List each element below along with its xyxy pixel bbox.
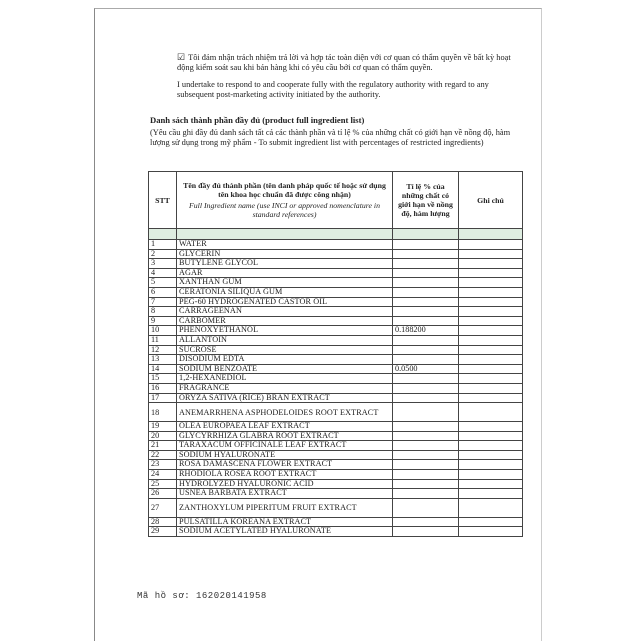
row-number: 23: [149, 460, 177, 470]
ingredient-name: PEG-60 HYDROGENATED CASTOR OIL: [177, 297, 393, 307]
file-code: Mã hồ sơ: 162020141958: [137, 591, 267, 601]
ingredient-percent: 0.188200: [393, 326, 459, 336]
table-row: [149, 307, 523, 317]
ingredient-percent: [393, 450, 459, 460]
row-number: 9: [149, 316, 177, 326]
ingredient-note: [459, 268, 523, 278]
table-row: [149, 240, 523, 250]
table-row: [149, 268, 523, 278]
ingredient-note: [459, 374, 523, 384]
checkbox-checked-icon: ☑: [177, 52, 186, 62]
header-ingredient-name: [177, 172, 393, 229]
ingredient-name: CARBOMER: [177, 316, 393, 326]
row-number: 8: [149, 307, 177, 317]
table-row: [149, 479, 523, 489]
table-row: [149, 527, 523, 537]
table-row: [149, 355, 523, 365]
ingredient-name: BUTYLENE GLYCOL: [177, 259, 393, 269]
ingredient-percent: 0.0500: [393, 364, 459, 374]
table-row: [149, 335, 523, 345]
ingredient-percent: [393, 249, 459, 259]
ingredient-note: [459, 431, 523, 441]
ingredient-note: [459, 441, 523, 451]
ingredient-percent: [393, 355, 459, 365]
row-number: 29: [149, 527, 177, 537]
row-number: 15: [149, 374, 177, 384]
ingredient-name: RHODIOLA ROSEA ROOT EXTRACT: [177, 470, 393, 480]
ingredient-percent: [393, 517, 459, 527]
ingredient-note: [459, 259, 523, 269]
row-number: 10: [149, 326, 177, 336]
table-row: [149, 470, 523, 480]
row-number: 20: [149, 431, 177, 441]
table-row: [149, 517, 523, 527]
ingredient-name: HYDROLYZED HYALURONIC ACID: [177, 479, 393, 489]
section-heading: Danh sách thành phần đầy đủ (product full ingredient list): [150, 115, 365, 125]
header-percent: Tỉ lệ % của những chất có giới hạn về nồng độ, hàm lượng: [393, 172, 459, 229]
ingredient-percent: [393, 297, 459, 307]
ingredient-name: GLYCYRRHIZA GLABRA ROOT EXTRACT: [177, 431, 393, 441]
ingredient-name: AGAR: [177, 268, 393, 278]
ingredient-note: [459, 297, 523, 307]
row-number: 1: [149, 240, 177, 250]
ingredient-name: DISODIUM EDTA: [177, 355, 393, 365]
table-row: [149, 297, 523, 307]
ingredient-note: [459, 527, 523, 537]
ingredient-note: [459, 307, 523, 317]
declaration-vi-text: Tôi đảm nhận trách nhiệm trả lời và hợp tác toàn diện với cơ quan có thẩm quyền về bất kỳ hoạt động kiểm soát sau khi bán hàng khi có yêu cầu bởi cơ quan có thẩm quyền.: [177, 53, 511, 72]
table-row: [149, 278, 523, 288]
ingredient-percent: [393, 307, 459, 317]
table-row: [149, 393, 523, 403]
ingredient-note: [459, 460, 523, 470]
ingredient-name: GLYCERIN: [177, 249, 393, 259]
table-row: [149, 345, 523, 355]
row-number: 4: [149, 268, 177, 278]
ingredient-note: [459, 316, 523, 326]
ingredient-percent: [393, 345, 459, 355]
table-row: [149, 249, 523, 259]
ingredient-name: SUCROSE: [177, 345, 393, 355]
ingredient-name: USNEA BARBATA EXTRACT: [177, 489, 393, 499]
table-row: [149, 403, 523, 422]
ingredient-percent: [393, 287, 459, 297]
row-number: 22: [149, 450, 177, 460]
table-header-row: [149, 172, 523, 229]
table-row: [149, 259, 523, 269]
ingredient-name: OLEA EUROPAEA LEAF EXTRACT: [177, 422, 393, 432]
ingredient-percent: [393, 498, 459, 517]
ingredient-name: ANEMARRHENA ASPHODELOIDES ROOT EXTRACT: [177, 403, 393, 422]
ingredient-name: SODIUM HYALURONATE: [177, 450, 393, 460]
ingredient-percent: [393, 422, 459, 432]
ingredient-percent: [393, 383, 459, 393]
ingredient-percent: [393, 489, 459, 499]
ingredient-percent: [393, 374, 459, 384]
declaration-english: I undertake to respond to and cooperate fully with the regulatory authority with regard to any subsequent post-marketing activity initiated by the authority.: [177, 80, 489, 99]
ingredient-name: TARAXACUM OFFICINALE LEAF EXTRACT: [177, 441, 393, 451]
ingredient-note: [459, 355, 523, 365]
ingredient-name: PHENOXYETHANOL: [177, 326, 393, 336]
row-number: 13: [149, 355, 177, 365]
ingredient-percent: [393, 278, 459, 288]
ingredient-note: [459, 287, 523, 297]
ingredient-percent: [393, 460, 459, 470]
row-number: 28: [149, 517, 177, 527]
ingredient-note: [459, 335, 523, 345]
ingredient-note: [459, 422, 523, 432]
ingredient-name: PULSATILLA KOREANA EXTRACT: [177, 517, 393, 527]
ingredient-name: SODIUM ACETYLATED HYALURONATE: [177, 527, 393, 537]
ingredient-name: CERATONIA SILIQUA GUM: [177, 287, 393, 297]
ingredient-note: [459, 498, 523, 517]
ingredient-percent: [393, 403, 459, 422]
ingredient-name: FRAGRANCE: [177, 383, 393, 393]
table-row: [149, 316, 523, 326]
ingredient-percent: [393, 527, 459, 537]
row-number: 16: [149, 383, 177, 393]
ingredient-note: [459, 470, 523, 480]
ingredient-percent: [393, 259, 459, 269]
ingredient-name: ALLANTOIN: [177, 335, 393, 345]
ingredient-percent: [393, 393, 459, 403]
row-number: 12: [149, 345, 177, 355]
header-stt: STT: [149, 172, 177, 229]
ingredient-percent: [393, 441, 459, 451]
table-row: [149, 498, 523, 517]
table-row: [149, 489, 523, 499]
ingredient-table: [148, 171, 523, 537]
ingredient-note: [459, 383, 523, 393]
ingredient-note: [459, 249, 523, 259]
table-spacer-row: [149, 229, 523, 240]
table-row: [149, 460, 523, 470]
ingredient-percent: [393, 431, 459, 441]
ingredient-note: [459, 393, 523, 403]
row-number: 27: [149, 498, 177, 517]
ingredient-note: [459, 364, 523, 374]
table-row: [149, 450, 523, 460]
row-number: 6: [149, 287, 177, 297]
row-number: 7: [149, 297, 177, 307]
table-row: [149, 422, 523, 432]
section-note: (Yêu cầu ghi đầy đủ danh sách tất cả các thành phần và tỉ lệ % của những chất có giới hạn về nồng độ, hàm lượng sử dụng trong mỹ phẩm - To submit ingredient list with percentages of restricted ingredients): [150, 128, 511, 147]
row-number: 21: [149, 441, 177, 451]
table-row: [149, 383, 523, 393]
ingredient-note: [459, 278, 523, 288]
ingredient-note: [459, 403, 523, 422]
ingredient-name: 1,2-HEXANEDIOL: [177, 374, 393, 384]
ingredient-name: WATER: [177, 240, 393, 250]
row-number: 17: [149, 393, 177, 403]
row-number: 2: [149, 249, 177, 259]
ingredient-percent: [393, 268, 459, 278]
row-number: 14: [149, 364, 177, 374]
table-row: [149, 364, 523, 374]
ingredient-name: CARRAGEENAN: [177, 307, 393, 317]
ingredient-name: XANTHAN GUM: [177, 278, 393, 288]
table-row: [149, 287, 523, 297]
row-number: 19: [149, 422, 177, 432]
ingredient-note: [459, 326, 523, 336]
table-row: [149, 441, 523, 451]
header-name-vi: Tên đầy đủ thành phần (tên danh pháp quốc tế hoặc sử dụng tên khoa học chuẩn đã được công nhận): [183, 181, 386, 199]
header-name-en: Full Ingredient name (use INCI or approved nomenclature in standard references): [189, 201, 380, 219]
row-number: 25: [149, 479, 177, 489]
ingredient-note: [459, 479, 523, 489]
row-number: 3: [149, 259, 177, 269]
ingredient-name: ROSA DAMASCENA FLOWER EXTRACT: [177, 460, 393, 470]
ingredient-note: [459, 489, 523, 499]
ingredient-percent: [393, 316, 459, 326]
header-note: Ghi chú: [459, 172, 523, 229]
row-number: 24: [149, 470, 177, 480]
ingredient-percent: [393, 470, 459, 480]
row-number: 11: [149, 335, 177, 345]
row-number: 5: [149, 278, 177, 288]
ingredient-name: SODIUM BENZOATE: [177, 364, 393, 374]
table-row: [149, 326, 523, 336]
ingredient-name: ZANTHOXYLUM PIPERITUM FRUIT EXTRACT: [177, 498, 393, 517]
ingredient-name: ORYZA SATIVA (RICE) BRAN EXTRACT: [177, 393, 393, 403]
declaration-vietnamese: [177, 52, 519, 73]
ingredient-note: [459, 517, 523, 527]
row-number: 18: [149, 403, 177, 422]
table-row: [149, 431, 523, 441]
table-row: [149, 374, 523, 384]
ingredient-percent: [393, 335, 459, 345]
ingredient-percent: [393, 240, 459, 250]
ingredient-note: [459, 240, 523, 250]
row-number: 26: [149, 489, 177, 499]
ingredient-percent: [393, 479, 459, 489]
ingredient-rows: [149, 229, 523, 537]
ingredient-note: [459, 450, 523, 460]
ingredient-note: [459, 345, 523, 355]
